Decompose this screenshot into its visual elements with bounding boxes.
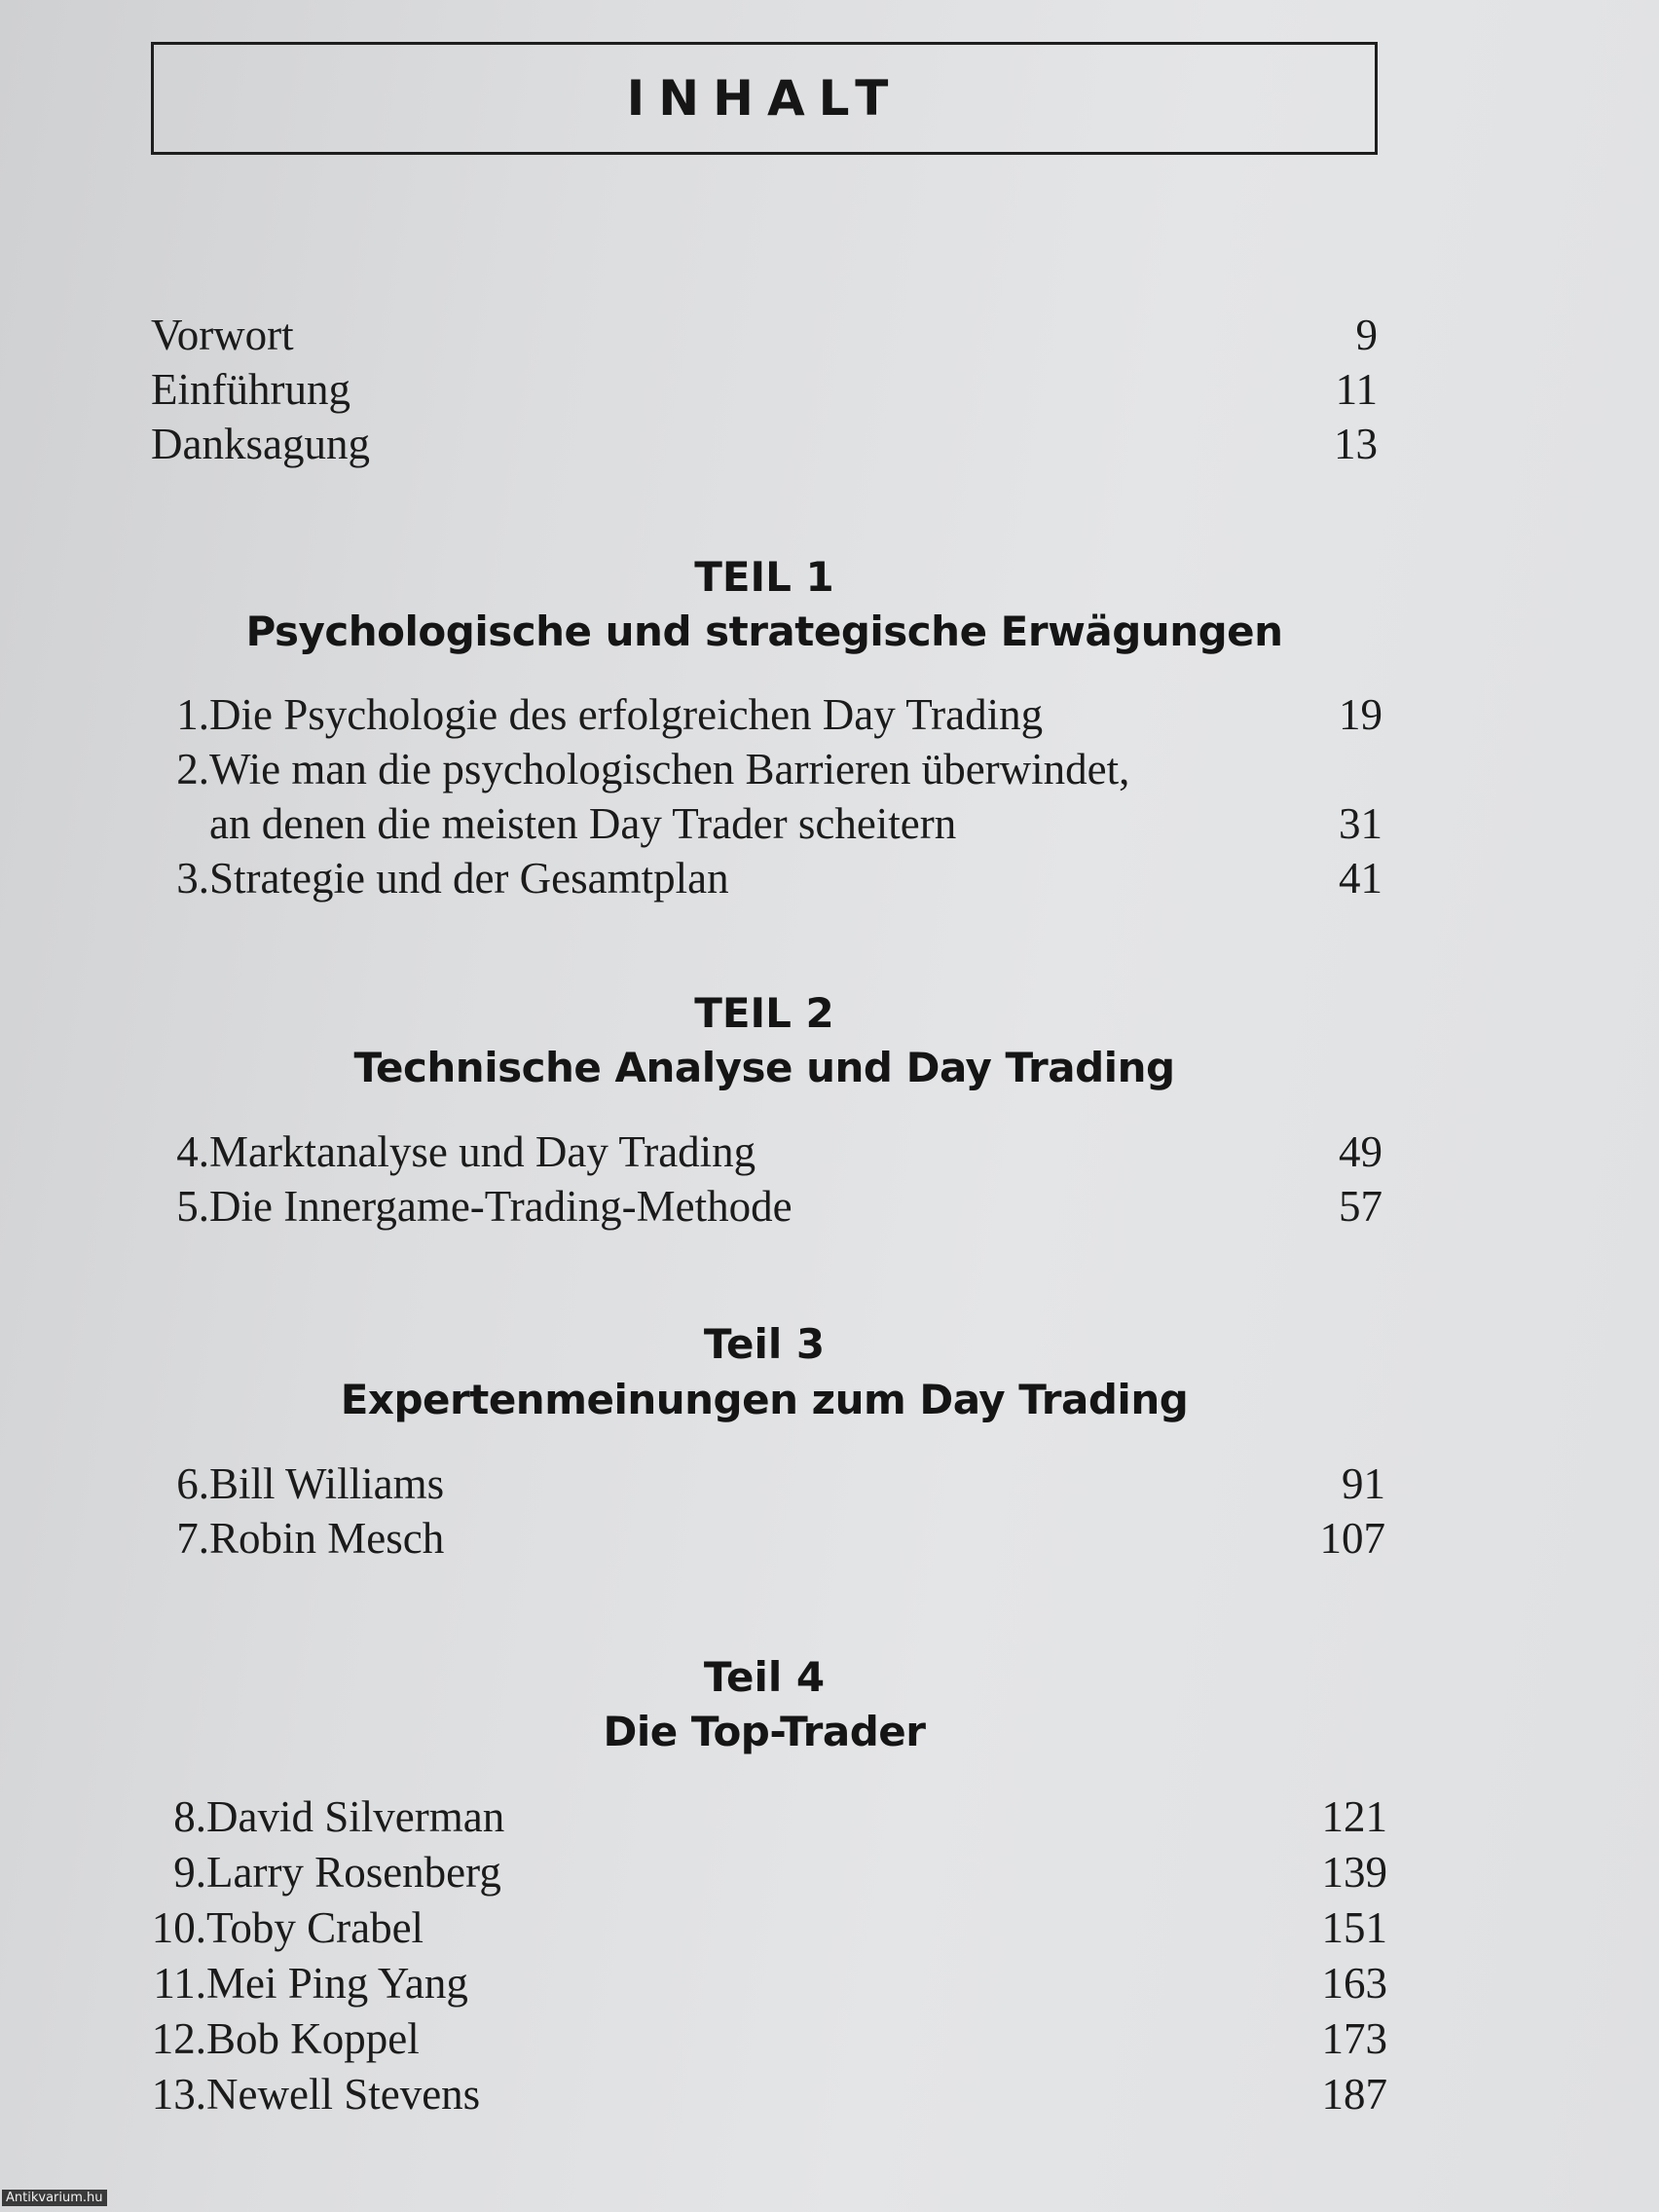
toc-chapter	[161, 742, 1382, 796]
chapter-page: 187	[1321, 2070, 1387, 2119]
chapter-page: 19	[1339, 690, 1382, 739]
chapter-title: Bill Williams	[209, 1459, 445, 1508]
chapter-page: 49	[1339, 1127, 1382, 1176]
toc-chapter	[136, 1900, 1387, 1955]
entry-label: Danksagung	[151, 420, 370, 468]
chapter-number: 8.	[173, 1792, 206, 1841]
toc-chapter	[161, 851, 1382, 905]
entry-page: 11	[1335, 365, 1378, 414]
toc-entry-einfuehrung	[151, 362, 1378, 417]
chapter-page: 173	[1321, 2014, 1387, 2063]
chapter-page: 121	[1321, 1792, 1387, 1841]
chapter-number: 11.	[153, 1959, 206, 2008]
chapter-page: 151	[1321, 1903, 1387, 1952]
chapter-number: 3.	[176, 854, 209, 903]
part-4-label: Teil 4	[703, 1653, 826, 1701]
chapter-number: 4.	[176, 1127, 209, 1176]
part-1-title: Psychologische und strategische Erwägungen	[245, 608, 1283, 655]
chapter-page: 139	[1321, 1848, 1387, 1897]
chapter-page: 31	[1339, 799, 1382, 848]
part-3-label: Teil 3	[703, 1320, 826, 1368]
chapter-title: Marktanalyse und Day Trading	[209, 1127, 756, 1176]
page-title: INHALT	[626, 70, 903, 127]
chapter-number: 9.	[173, 1848, 206, 1897]
toc-chapter	[161, 1124, 1382, 1179]
chapter-title: Bob Koppel	[206, 2014, 420, 2063]
watermark: Antikvarium.hu	[2, 2190, 107, 2206]
toc-entry-danksagung	[151, 417, 1378, 471]
chapter-number: 5.	[176, 1182, 209, 1231]
toc-chapter	[136, 2067, 1387, 2121]
chapter-number: 12.	[151, 2014, 206, 2063]
toc-chapter-continuation	[161, 796, 1382, 851]
chapter-number: 6.	[176, 1459, 209, 1508]
chapter-number: 10.	[151, 1903, 206, 1952]
title-box	[151, 42, 1378, 155]
part-4-title: Die Top-Trader	[603, 1708, 926, 1755]
entry-page: 13	[1334, 420, 1378, 468]
chapter-title: Wie man die psychologischen Barrieren überwindet,	[209, 745, 1130, 793]
chapter-page: 91	[1342, 1459, 1385, 1508]
chapter-title: Die Psychologie des erfolgreichen Day Trading	[209, 690, 1044, 739]
chapter-title: Strategie und der Gesamtplan	[209, 854, 729, 903]
chapter-title: Robin Mesch	[209, 1514, 445, 1563]
chapter-page: 41	[1339, 854, 1382, 903]
chapter-title: Larry Rosenberg	[206, 1848, 501, 1897]
toc-chapter	[161, 1456, 1385, 1511]
chapter-number: 13.	[151, 2070, 206, 2119]
toc-chapter	[161, 1511, 1385, 1566]
chapter-title: Die Innergame-Trading-Methode	[209, 1182, 793, 1231]
toc-chapter	[136, 1845, 1387, 1899]
chapter-title: Mei Ping Yang	[206, 1959, 468, 2008]
part-3-title: Expertenmeinungen zum Day Trading	[340, 1376, 1189, 1423]
chapter-number: 7.	[176, 1514, 209, 1563]
toc-entry-vorwort	[151, 308, 1378, 362]
chapter-title: an denen die meisten Day Trader scheitern	[209, 799, 957, 848]
chapter-number: 1.	[176, 690, 209, 739]
chapter-title: Newell Stevens	[206, 2070, 481, 2119]
toc-chapter	[136, 1956, 1387, 2010]
toc-chapter	[136, 1789, 1387, 1844]
chapter-number: 2.	[176, 745, 209, 793]
chapter-title: David Silverman	[206, 1792, 505, 1841]
toc-chapter	[136, 2011, 1387, 2066]
chapter-title: Toby Crabel	[206, 1903, 424, 1952]
part-2-title: Technische Analyse und Day Trading	[353, 1044, 1175, 1091]
entry-label: Vorwort	[151, 311, 294, 359]
part-1-label: TEIL 1	[694, 553, 834, 601]
toc-chapter	[161, 1179, 1382, 1234]
chapter-page: 107	[1319, 1514, 1385, 1563]
entry-label: Einführung	[151, 365, 350, 414]
chapter-page: 57	[1339, 1182, 1382, 1231]
part-2-label: TEIL 2	[694, 989, 834, 1037]
chapter-page: 163	[1321, 1959, 1387, 2008]
entry-page: 9	[1355, 311, 1378, 359]
toc-chapter	[161, 687, 1382, 742]
